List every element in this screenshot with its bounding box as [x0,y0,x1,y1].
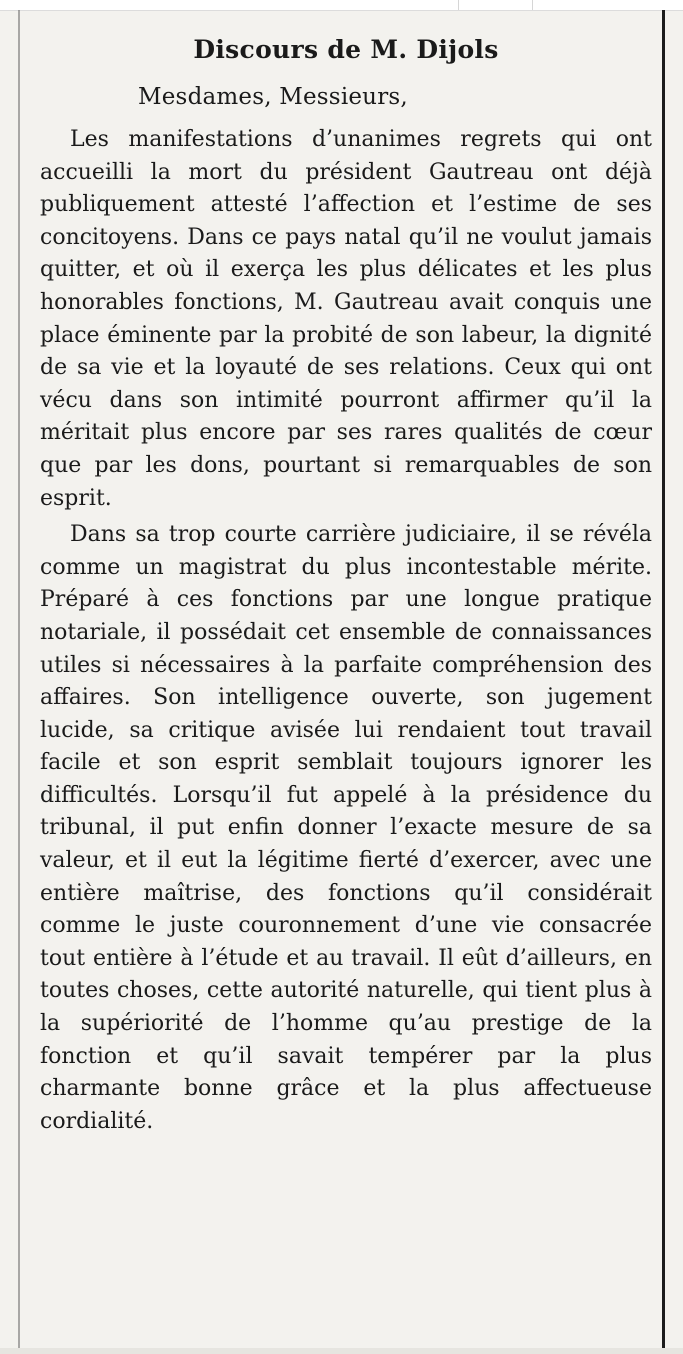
toolbar-divider [532,0,533,10]
column-rule-right [662,10,665,1354]
column-rule-left [18,10,20,1354]
paragraph: Dans sa trop courte carrière judiciaire, il se révéla comme un magistrat du plus incontestable mérite. Préparé à ces fonctions par une longue pratique notariale, il possédait cet ensemble de connaissances utiles si nécessaires à la parfaite compréhension des affaires. Son intelligence ouverte, son jugement lucide, sa critique avisée lui rendaient tout travail facile et son esprit semblait toujours ignorer les difficultés. Lorsqu’il fut appelé à la présidence du tribunal, il put enfin donner l’exacte mesure de sa valeur, et il eut la légitime fierté d’exercer, avec une entière maîtrise, des fonctions qu’il considérait comme le juste couronnement d’une vie consacrée tout entière à l’étude et au travail. Il eût d’ailleurs, en toutes choses, cette autorité naturelle, qui tient plus à la supériorité de l’homme qu’au prestige de la fonction et qu’il savait tempérer par la plus charmante bonne grâce et la plus affectueuse cordialité. [40,522,652,1134]
toolbar-divider [458,0,459,10]
salutation: Mesdames, Messieurs, [138,84,408,110]
viewer-top-strip [0,0,683,11]
page-bottom-edge [0,1348,683,1354]
article [40,28,652,1142]
article-title: Discours de M. Dijols [193,35,499,64]
paragraph: Les manifestations d’unanimes regrets qui ont accueilli la mort du président Gautreau ont déjà publiquement attesté l’affection et l’estime de ses concitoyens. Dans ce pays natal qu’il ne voulut jamais quitter, et où il exerça les plus délicates et les plus honorables fonctions, M. Gautreau avait conquis une place éminente par la probité de son labeur, la dignité de sa vie et la loyauté de ses relations. Ceux qui ont vécu dans son intimité pourront affirmer qu’il la méritait plus encore par ses rares qualités de cœur que par les dons, pourtant si remarquables de son esprit. [40,127,652,511]
